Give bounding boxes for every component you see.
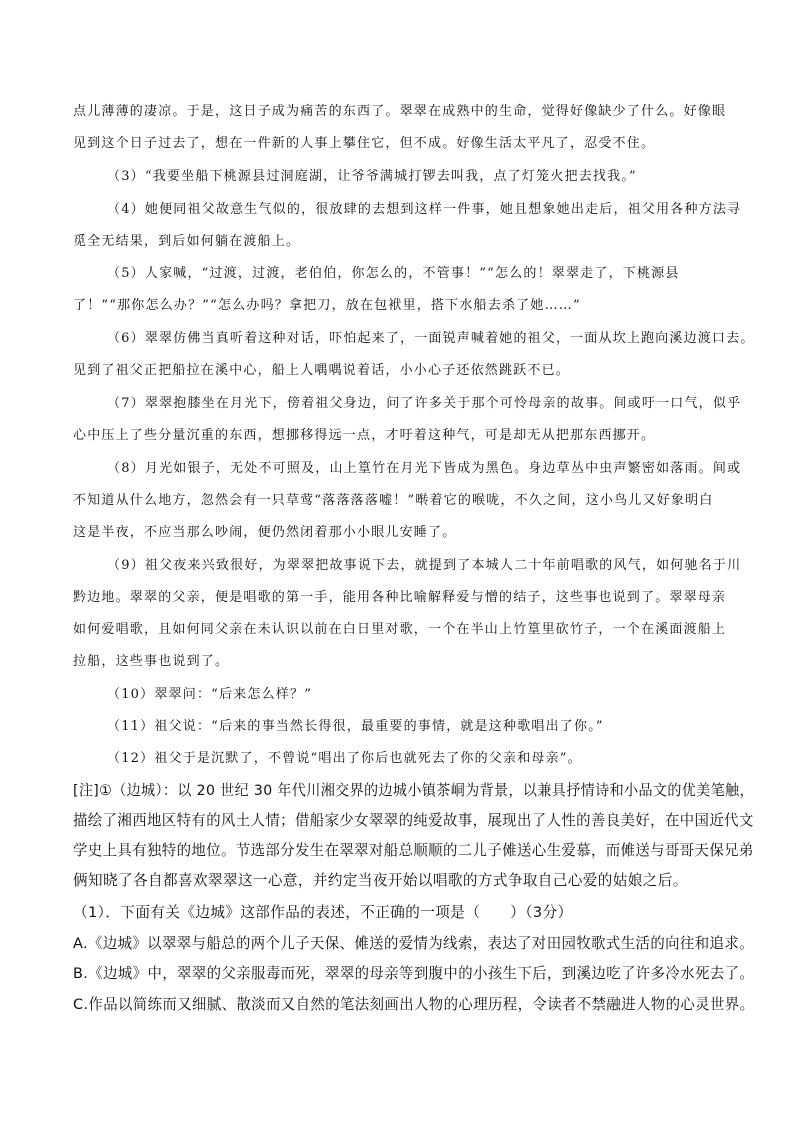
passage-line: 心中压上了些分量沉重的东西，想挪移得远一点，才吁着这种气，可是却无从把那东西挪开。 — [73, 428, 656, 443]
passage-line: 见到这个日子过去了，想在一件新的人事上攀住它，但不成。好像生活太平凡了，忍受不住。 — [73, 136, 656, 151]
passage-line: 黔边地。翠翠的父亲，便是唱歌的第一手，能用各种比喻解释爱与憎的结子，这些事也说到了。翠翠母亲 — [73, 590, 727, 605]
question-stem: （1）．下面有关《边城》这部作品的表述，不正确的一项是（ ）（3分） — [73, 904, 573, 921]
option-b: B.《边城》中，翠翠的父亲服毒而死，翠翠的母亲等到腹中的小孩生下后，到溪边吃了许多冷水死去了。 — [73, 965, 755, 982]
note-line: [注]①（边城）：以 20 世纪 30 年代川湘交界的边城小镇茶峒为背景，以兼具抒情诗和小品文的优美笔触， — [73, 782, 754, 799]
passage-line: 点儿薄薄的凄凉。于是，这日子成为痛苦的东西了。翠翠在成熟中的生命，觉得好像缺少了什么。好像眼 — [73, 104, 727, 119]
passage-line: （8）月光如银子，无处不可照及，山上篁竹在月光下皆成为黑色。身边草丛中虫声繁密如落雨。间或 — [107, 461, 742, 476]
passage-line: 如何爱唱歌，且如何同父亲在未认识以前在白日里对歌，一个在半山上竹篁里砍竹子，一个在溪面渡船上 — [73, 622, 727, 637]
option-c: C.作品以简练而又细腻、散淡而又自然的笔法刻画出人物的心理历程，令读者不禁融进人物的心灵世界。 — [73, 996, 755, 1013]
passage-line: 这是半夜，不应当那么吵闹，便仍然闭着那小小眼儿安睡了。 — [73, 525, 457, 540]
passage-line: （6）翠翠仿佛当真听着这种对话，吓怕起来了，一面锐声喊着她的祖父，一面从坎上跑向溪边渡口去。 — [107, 331, 755, 346]
passage-line: （12）祖父于是沉默了，不曾说“唱出了你后也就死去了你的父亲和母亲”。 — [107, 751, 582, 766]
note-line: 学史上具有独特的地位。节选部分发生在翠翠对船总顺顺的二儿子傩送心生爱慕，而傩送与哥哥天保兄弟 — [73, 842, 754, 859]
passage-line: （4）她便同祖父故意生气似的，很放肆的去想到这样一件事，她且想象她出走后，祖父用各种方法寻 — [107, 202, 742, 217]
passage-line: （11）祖父说：“后来的事当然长得很，最重要的事情，就是这种歌唱出了你。” — [107, 719, 604, 734]
passage-line: （10）翠翠问：“后来怎么样？” — [107, 687, 313, 702]
passage-line: 见到了祖父正把船拉在溪中心，船上人喁喁说着话，小小心子还依然跳跃不已。 — [73, 363, 571, 378]
option-a: A.《边城》以翠翠与船总的两个儿子天保、傩送的爱情为线索，表达了对田园牧歌式生活的向往和追求。 — [73, 935, 754, 952]
passage-line: （9）祖父夜来兴致很好，为翠翠把故事说下去，就提到了本城人二十年前唱歌的风气，如何驰名于川 — [107, 558, 742, 573]
passage-line: 了！”“那你怎么办？”“怎么办吗？拿把刀，放在包袱里，搭下水船去杀了她……” — [73, 298, 581, 313]
passage-line: （7）翠翠抱膝坐在月光下，傍着祖父身边，问了许多关于那个可怜母亲的故事。间或吁一口气，似乎 — [107, 396, 742, 411]
passage-line: （5）人家喊，“过渡，过渡，老伯伯，你怎么的，不管事！”“怎么的！翠翠走了，下桃源县 — [107, 266, 680, 281]
passage-line: （3）“我要坐船下桃源县过洞庭湖，让爷爷满城打锣去叫我，点了灯笼火把去找我。” — [107, 169, 637, 184]
note-line: 俩知晓了各自都喜欢翠翠这一心意，并约定当夜开始以唱歌的方式争取自己心爱的姑娘之后。 — [73, 872, 688, 889]
passage-line: 不知道从什么地方，忽然会有一只草莺“落落落落嘘！”啭着它的喉咙，不久之间，这小鸟儿又好象明白 — [73, 493, 714, 508]
note-line: 描绘了湘西地区特有的风土人情；借船家少女翠翠的纯爱故事，展现出了人性的善良美好，在中国近代文 — [73, 812, 754, 829]
passage-line: 拉船，这些事也说到了。 — [73, 654, 230, 669]
passage-line: 觅全无结果，到后如何躺在渡船上。 — [73, 234, 301, 249]
